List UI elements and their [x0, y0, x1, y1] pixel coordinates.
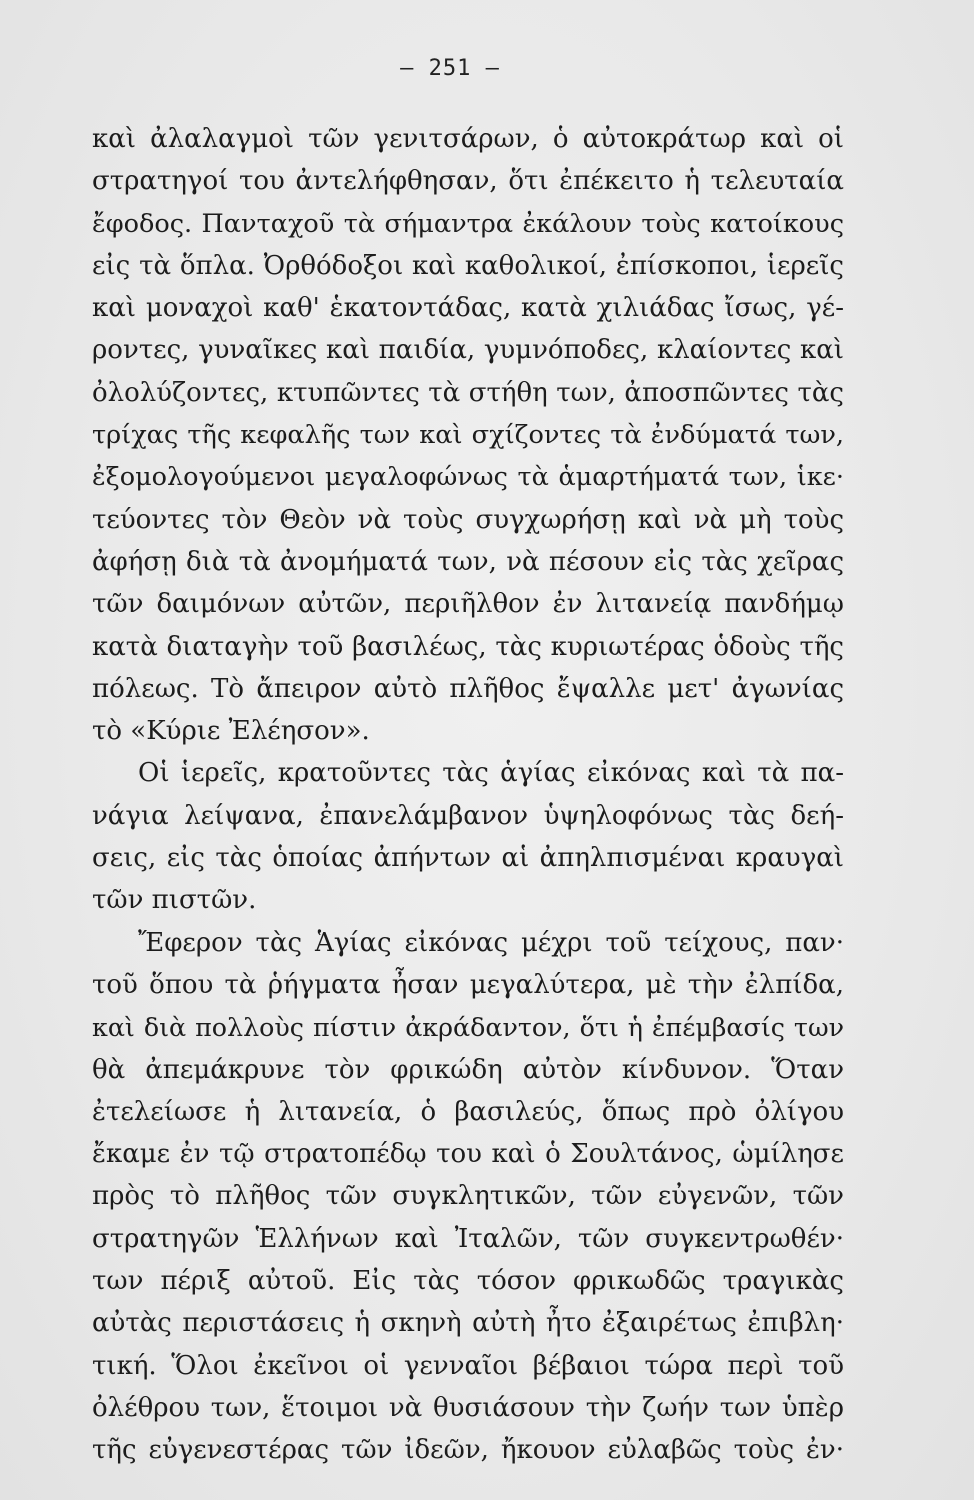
text-line: καὶ διὰ πολλοὺς πίστιν ἀκράδαντον, ὅτι ἡ ἐπέμβασίς των — [92, 1012, 844, 1043]
text-line: τῶν πιστῶν. — [92, 885, 257, 916]
text-line: αὐτὰς περιστάσεις ἡ σκηνὴ αὐτὴ ἦτο ἐξαιρέτως ἐπιβλη· — [92, 1308, 844, 1339]
text-line: ὀλέθρου των, ἕτοιμοι νὰ θυσιάσουν τὴν ζωήν των ὑπὲρ — [92, 1392, 844, 1423]
text-line: τρίχας τῆς κεφαλῆς των καὶ σχίζοντες τὰ ἐνδύματά των, — [92, 420, 844, 451]
text-line: πρὸς τὸ πλῆθος τῶν συγκλητικῶν, τῶν εὐγενῶν, τῶν — [92, 1181, 844, 1212]
text-line: θὰ ἀπεμάκρυνε τὸν φρικώδη αὐτὸν κίνδυνον. Ὅταν — [92, 1054, 844, 1085]
text-line: ἐξομολογούμενοι μεγαλοφώνως τὰ ἁμαρτήματά των, ἱκε· — [92, 462, 844, 493]
text-line: νάγια λείψανα, ἐπανελάμβανον ὑψηλοφόνως τὰς δεή- — [92, 800, 844, 831]
text-line: τική. Ὅλοι ἐκεῖνοι οἱ γενναῖοι βέβαιοι τώρα περὶ τοῦ — [92, 1350, 844, 1381]
text-line: κατὰ διαταγὴν τοῦ βασιλέως, τὰς κυριωτέρας ὁδοὺς τῆς — [92, 631, 844, 662]
text-line: τὸ «Κύριε Ἐλέησον». — [92, 716, 370, 747]
text-line: ἔφοδος. Πανταχοῦ τὰ σήμαντρα ἐκάλουν τοὺς κατοίκους — [92, 208, 844, 239]
text-line: ἔκαμε ἐν τῷ στρατοπέδῳ του καὶ ὁ Σουλτάνος, ὡμίλησε — [92, 1139, 844, 1170]
text-line: στρατηγῶν Ἑλλήνων καὶ Ἰταλῶν, τῶν συγκεντρωθέν· — [92, 1223, 844, 1254]
text-line: τεύοντες τὸν Θεὸν νὰ τοὺς συγχωρήσῃ καὶ νὰ μὴ τοὺς — [92, 504, 844, 535]
text-line: τοῦ ὅπου τὰ ῥήγματα ἦσαν μεγαλύτερα, μὲ τὴν ἐλπίδα, — [92, 969, 844, 1000]
text-line: καὶ μοναχοὶ καθ' ἑκατοντάδας, κατὰ χιλιάδας ἴσως, γέ- — [92, 293, 844, 324]
text-line: των πέριξ αὐτοῦ. Εἰς τὰς τόσον φρικωδῶς τραγικὰς — [92, 1266, 844, 1297]
text-line: Ἔφερον τὰς Ἁγίας εἰκόνας μέχρι τοῦ τείχους, παν· — [138, 927, 844, 958]
text-line: ἀφήσῃ διὰ τὰ ἀνομήματά των, νὰ πέσουν εἰς τὰς χεῖρας — [92, 546, 844, 577]
text-line: ἐτελείωσε ἡ λιτανεία, ὁ βασιλεύς, ὅπως πρὸ ὀλίγου — [92, 1096, 844, 1127]
text-line: τῆς εὐγενεστέρας τῶν ἰδεῶν, ἤκουον εὐλαβῶς τοὺς ἐν· — [92, 1435, 844, 1466]
text-line: καὶ ἀλαλαγμοὶ τῶν γενιτσάρων, ὁ αὐτοκράτωρ καὶ οἱ — [92, 124, 844, 154]
text-line: Οἱ ἱερεῖς, κρατοῦντες τὰς ἁγίας εἰκόνας καὶ τὰ πα- — [138, 758, 844, 789]
text-line: στρατηγοί του ἀντελήφθησαν, ὅτι ἐπέκειτο ἡ τελευταία — [92, 166, 844, 197]
body-text — [92, 118, 844, 1472]
text-line: σεις, εἰς τὰς ὁποίας ἀπήντων αἱ ἀπηλπισμέναι κραυγαὶ — [92, 843, 844, 874]
page-number: — 251 — — [400, 56, 500, 81]
text-line: πόλεως. Τὸ ἄπειρον αὐτὸ πλῆθος ἔψαλλε μετ' ἀγωνίας — [92, 673, 844, 704]
text-line: ὀλολύζοντες, κτυπῶντες τὰ στήθη των, ἀποσπῶντες τὰς — [92, 377, 844, 408]
text-line: ροντες, γυναῖκες καὶ παιδία, γυμνόποδες, κλαίοντες καὶ — [92, 335, 844, 366]
text-line: τῶν δαιμόνων αὐτῶν, περιῆλθον ἐν λιτανείᾳ πανδήμῳ — [92, 589, 844, 620]
text-line: εἰς τὰ ὅπλα. Ὀρθόδοξοι καὶ καθολικοί, ἐπίσκοποι, ἱερεῖς — [92, 250, 844, 281]
